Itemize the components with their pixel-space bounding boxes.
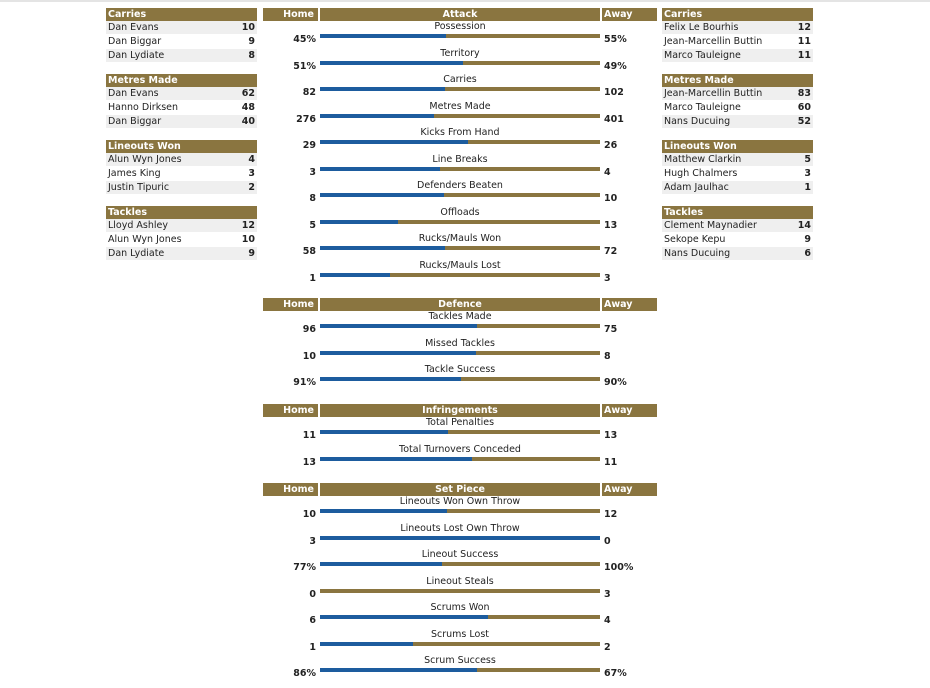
home-leader-panel [106, 8, 257, 63]
stat-row [263, 180, 657, 207]
home-stat-value: 10 [302, 350, 316, 362]
leader-row [662, 219, 813, 233]
stat-row [263, 417, 657, 444]
leader-panel-title: Lineouts Won [106, 140, 257, 153]
leader-row [662, 35, 813, 49]
stat-row [263, 364, 657, 391]
away-stat-value: 11 [604, 456, 618, 468]
home-share-fill [320, 87, 445, 91]
leader-row [662, 87, 813, 101]
comparison-bar [320, 87, 600, 91]
player-name: Dan Biggar [108, 116, 162, 127]
stat-label: Tackle Success [424, 364, 496, 375]
player-name: Alun Wyn Jones [108, 154, 182, 165]
section-header [263, 404, 657, 417]
player-name: Justin Tipuric [108, 182, 170, 193]
stat-row [263, 127, 657, 154]
leader-row [106, 87, 257, 101]
comparison-bar [320, 668, 600, 672]
player-stat-value: 8 [248, 50, 255, 61]
home-stat-value: 13 [302, 456, 316, 468]
away-stat-value: 75 [604, 324, 618, 335]
player-name: Adam Jaulhac [664, 182, 729, 193]
leader-panel-title: Tackles [106, 206, 257, 219]
stat-row [263, 101, 657, 128]
stat-row [263, 576, 657, 603]
comparison-bar [320, 589, 600, 593]
leader-row [662, 233, 813, 247]
player-name: Hanno Dirksen [108, 102, 179, 113]
stat-row [263, 496, 657, 523]
player-name: Hugh Chalmers [664, 168, 738, 179]
player-stat-value: 2 [248, 182, 255, 193]
leader-row [662, 115, 813, 129]
home-share-fill [320, 167, 440, 171]
player-stat-value: 11 [797, 36, 811, 47]
home-share-fill [320, 377, 461, 381]
away-column-label: Away [602, 404, 657, 417]
player-name: Dan Lydiate [108, 50, 165, 61]
player-name: Dan Biggar [108, 36, 162, 47]
home-stat-value: 86% [293, 668, 316, 679]
home-stat-value: 8 [309, 193, 316, 204]
leader-row [662, 21, 813, 35]
stat-label: Territory [440, 47, 480, 59]
leader-panel-title: Carries [106, 8, 257, 21]
player-stat-value: 4 [248, 154, 255, 165]
section-header [263, 8, 657, 21]
home-column-label: Home [263, 8, 318, 21]
player-name: Dan Evans [108, 22, 159, 33]
section-title: Defence [320, 298, 600, 311]
comparison-bar [320, 220, 600, 224]
home-stat-value: 45% [293, 34, 316, 45]
comparison-bar [320, 562, 600, 566]
home-stat-value: 1 [309, 272, 316, 284]
away-leader-panel [662, 140, 813, 195]
away-leader-panel [662, 74, 813, 129]
away-stat-value: 2 [604, 641, 611, 653]
stat-label: Offloads [440, 206, 480, 218]
leader-panel-title: Metres Made [662, 74, 813, 87]
stat-label: Possession [434, 21, 486, 32]
player-stat-value: 10 [241, 22, 255, 33]
player-name: Marco Tauleigne [664, 102, 741, 113]
comparison-bar [320, 351, 600, 355]
home-column-label: Home [263, 404, 318, 417]
home-stat-value: 96 [302, 324, 316, 335]
away-stat-value: 8 [604, 350, 611, 362]
home-share-fill [320, 273, 390, 277]
stats-section [263, 404, 657, 470]
stat-label: Kicks From Hand [420, 127, 500, 138]
home-stat-value: 5 [309, 219, 316, 231]
home-share-fill [320, 615, 488, 619]
home-stat-value: 91% [293, 377, 316, 388]
home-share-fill [320, 642, 413, 646]
stat-row [263, 154, 657, 181]
leader-panel-title: Lineouts Won [662, 140, 813, 153]
comparison-bar [320, 536, 600, 540]
home-stat-value: 1 [309, 641, 316, 653]
away-leader-panel [662, 206, 813, 261]
stat-label: Metres Made [429, 100, 491, 112]
player-stat-value: 1 [804, 182, 811, 193]
stat-row [263, 629, 657, 656]
player-name: Jean-Marcellin Buttin [664, 88, 763, 99]
away-stat-value: 12 [604, 509, 618, 520]
player-name: Lloyd Ashley [108, 220, 168, 231]
player-stat-value: 12 [241, 220, 255, 231]
stat-row [263, 233, 657, 260]
stat-label: Defenders Beaten [417, 180, 503, 191]
stat-label: Rucks/Mauls Won [418, 233, 502, 244]
away-stat-value: 3 [604, 588, 611, 600]
comparison-bar [320, 642, 600, 646]
home-stat-value: 82 [302, 87, 316, 98]
stat-label: Carries [443, 74, 477, 85]
player-name: Dan Evans [108, 88, 159, 99]
comparison-bar [320, 167, 600, 171]
leader-row [106, 233, 257, 247]
comparison-bar [320, 114, 600, 118]
stat-row [263, 655, 657, 682]
away-leader-panel [662, 8, 813, 63]
stat-row [263, 602, 657, 629]
away-stat-value: 13 [604, 430, 618, 441]
stat-row [263, 260, 657, 287]
leader-row [106, 247, 257, 261]
stat-row [263, 444, 657, 471]
section-header [263, 298, 657, 311]
section-title: Set Piece [320, 483, 600, 496]
player-stat-value: 60 [797, 102, 811, 113]
home-stat-value: 51% [293, 60, 316, 72]
player-stat-value: 3 [248, 168, 255, 179]
leader-row [106, 167, 257, 181]
stat-label: Lineouts Lost Own Throw [400, 522, 520, 534]
player-stat-value: 83 [797, 88, 811, 99]
comparison-bar [320, 140, 600, 144]
comparison-bar [320, 246, 600, 250]
stat-label: Total Turnovers Conceded [399, 443, 521, 455]
player-stat-value: 6 [804, 248, 811, 259]
home-stat-value: 0 [309, 588, 316, 600]
leader-panel-title: Tackles [662, 206, 813, 219]
player-name: James King [108, 168, 161, 179]
leader-row [106, 181, 257, 195]
comparison-bar [320, 509, 600, 513]
away-column-label: Away [602, 298, 657, 311]
stat-label: Line Breaks [432, 153, 488, 165]
stat-label: Lineouts Won Own Throw [399, 496, 521, 507]
away-stat-value: 90% [604, 377, 627, 388]
comparison-bar [320, 457, 600, 461]
leader-row [662, 101, 813, 115]
player-name: Nans Ducuing [664, 248, 731, 259]
comparison-bar [320, 61, 600, 65]
home-share-fill [320, 324, 477, 328]
stat-label: Scrum Success [424, 655, 496, 666]
stat-row [263, 74, 657, 101]
stat-row [263, 21, 657, 48]
player-name: Marco Tauleigne [664, 50, 741, 61]
stat-label: Total Penalties [425, 417, 495, 428]
away-stat-value: 401 [604, 113, 624, 125]
leader-panel-title: Carries [662, 8, 813, 21]
home-share-fill [320, 536, 600, 540]
away-stat-value: 100% [604, 562, 634, 573]
home-leader-panel [106, 74, 257, 129]
top-border [0, 0, 930, 2]
stat-row [263, 48, 657, 75]
stat-label: Rucks/Mauls Lost [419, 259, 501, 271]
comparison-bar [320, 273, 600, 277]
home-leader-panel [106, 206, 257, 261]
home-share-fill [320, 246, 445, 250]
stat-row [263, 207, 657, 234]
stats-section [263, 298, 657, 391]
home-stat-value: 276 [296, 113, 316, 125]
leader-row [662, 167, 813, 181]
home-share-fill [320, 668, 477, 672]
leader-row [662, 153, 813, 167]
player-stat-value: 10 [241, 234, 255, 245]
player-stat-value: 9 [248, 36, 255, 47]
player-stat-value: 12 [797, 22, 811, 33]
leader-row [662, 247, 813, 261]
player-stat-value: 52 [797, 116, 811, 127]
home-share-fill [320, 351, 476, 355]
stat-label: Tackles Made [428, 311, 492, 322]
player-name: Jean-Marcellin Buttin [664, 36, 763, 47]
player-stat-value: 62 [241, 88, 255, 99]
leader-row [106, 35, 257, 49]
away-stat-value: 3 [604, 272, 611, 284]
stat-label: Lineout Success [421, 549, 499, 560]
player-stat-value: 11 [797, 50, 811, 61]
home-stat-value: 58 [302, 246, 316, 257]
away-stat-value: 4 [604, 166, 611, 178]
home-share-fill [320, 114, 434, 118]
stat-row [263, 338, 657, 365]
home-column-label: Home [263, 298, 318, 311]
away-stat-value: 4 [604, 615, 611, 626]
leader-row [106, 49, 257, 63]
section-title: Attack [320, 8, 600, 21]
stat-label: Lineout Steals [426, 575, 494, 587]
player-name: Sekope Kepu [664, 234, 726, 245]
stat-row [263, 549, 657, 576]
stat-label: Missed Tackles [425, 337, 495, 349]
stat-row [263, 311, 657, 338]
section-header [263, 483, 657, 496]
leader-row [106, 115, 257, 129]
stats-section [263, 8, 657, 286]
away-stat-value: 0 [604, 535, 611, 547]
away-column-label: Away [602, 8, 657, 21]
away-stat-value: 13 [604, 219, 618, 231]
comparison-bar [320, 34, 600, 38]
leader-row [662, 49, 813, 63]
home-share-fill [320, 457, 472, 461]
away-column-label: Away [602, 483, 657, 496]
home-stat-value: 10 [302, 509, 316, 520]
stat-label: Scrums Lost [430, 628, 490, 640]
leader-row [106, 153, 257, 167]
home-stat-value: 6 [309, 615, 316, 626]
player-name: Dan Lydiate [108, 248, 165, 259]
home-stat-value: 3 [309, 166, 316, 178]
player-stat-value: 48 [241, 102, 255, 113]
leader-row [106, 21, 257, 35]
player-stat-value: 9 [804, 234, 811, 245]
home-share-fill [320, 34, 446, 38]
home-share-fill [320, 509, 447, 513]
home-share-fill [320, 220, 398, 224]
player-name: Nans Ducuing [664, 116, 731, 127]
stat-label: Scrums Won [430, 602, 490, 613]
player-name: Matthew Clarkin [664, 154, 742, 165]
leader-row [106, 101, 257, 115]
comparison-bar [320, 615, 600, 619]
comparison-bar [320, 324, 600, 328]
player-name: Clement Maynadier [664, 220, 757, 231]
home-stat-value: 29 [302, 140, 316, 151]
comparison-bar [320, 193, 600, 197]
leader-row [106, 219, 257, 233]
home-share-fill [320, 193, 444, 197]
away-stat-value: 49% [604, 60, 627, 72]
comparison-bar [320, 430, 600, 434]
player-stat-value: 14 [797, 220, 811, 231]
home-share-fill [320, 61, 463, 65]
comparison-bar [320, 377, 600, 381]
away-stat-value: 26 [604, 140, 618, 151]
player-stat-value: 9 [248, 248, 255, 259]
home-share-fill [320, 562, 442, 566]
away-stat-value: 102 [604, 87, 624, 98]
home-share-fill [320, 430, 448, 434]
home-stat-value: 77% [293, 562, 316, 573]
player-name: Alun Wyn Jones [108, 234, 182, 245]
leader-row [662, 181, 813, 195]
player-stat-value: 5 [804, 154, 811, 165]
away-stat-value: 72 [604, 246, 618, 257]
home-share-fill [320, 140, 468, 144]
player-name: Felix Le Bourhis [664, 22, 739, 33]
leader-panel-title: Metres Made [106, 74, 257, 87]
section-title: Infringements [320, 404, 600, 417]
stat-row [263, 523, 657, 550]
home-column-label: Home [263, 483, 318, 496]
away-stat-value: 55% [604, 34, 627, 45]
player-stat-value: 40 [241, 116, 255, 127]
player-stat-value: 3 [804, 168, 811, 179]
home-leader-panel [106, 140, 257, 195]
stats-section [263, 483, 657, 682]
away-stat-value: 67% [604, 668, 627, 679]
home-stat-value: 11 [302, 430, 316, 441]
home-stat-value: 3 [309, 535, 316, 547]
away-stat-value: 10 [604, 193, 618, 204]
